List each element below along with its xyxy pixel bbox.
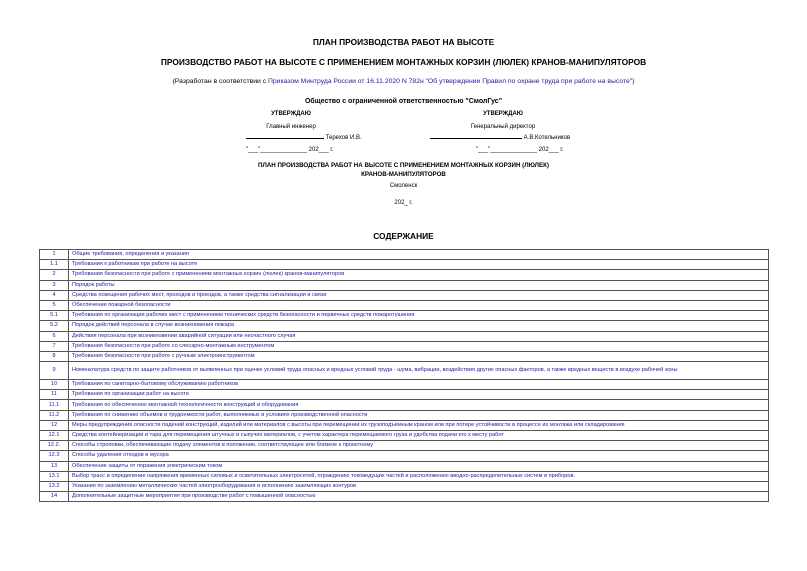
- toc-number: 12.1: [40, 431, 69, 441]
- toc-link[interactable]: Требования по санитарно-бытовому обслуживанию работников: [69, 380, 769, 390]
- basis-suffix: ): [632, 78, 635, 85]
- toc-number: 5: [40, 300, 69, 310]
- toc-row[interactable]: [40, 461, 769, 471]
- toc-number: 1: [40, 250, 69, 260]
- toc-row[interactable]: [40, 341, 769, 351]
- document-subtitle: ПРОИЗВОДСТВО РАБОТ НА ВЫСОТЕ С ПРИМЕНЕНИЕМ МОНТАЖНЫХ КОРЗИН (ЛЮЛЕК) КРАНОВ-МАНИПУЛЯТОРОВ: [160, 57, 647, 67]
- toc-link[interactable]: Обеспечение пожарной безопасности: [69, 300, 769, 310]
- toc-number: 5.2: [40, 321, 69, 331]
- toc-link[interactable]: Требования безопасности при работе с применением монтажных корзин (люлек) кранов-манипуляторов: [69, 270, 769, 280]
- toc-link[interactable]: Общие требования, определения и указания: [69, 250, 769, 260]
- toc-number: 3: [40, 280, 69, 290]
- toc-number: 14: [40, 492, 69, 502]
- toc-number: 12: [40, 420, 69, 430]
- toc-link[interactable]: Требования безопасности при работе со слесарно-монтажным инструментом: [69, 341, 769, 351]
- approval-right-role: Генеральный директор: [470, 124, 536, 130]
- plan-title-line-1: ПЛАН ПРОИЗВОДСТВА РАБОТ НА ВЫСОТЕ С ПРИМЕНЕНИЕМ МОНТАЖНЫХ КОРЗИН (ЛЮЛЕК): [258, 162, 549, 169]
- toc-link[interactable]: Средства освещения рабочих мест, проходов и проездов, а также средства сигнализации и связи: [69, 290, 769, 300]
- toc-row[interactable]: [40, 451, 769, 461]
- toc-link[interactable]: Выбор трасс и определение напряжения временных силовых и осветительных электросетей, ограждению токоведущих частей и расположению вводно-распределительных систем и приборов.: [69, 471, 769, 481]
- toc-link[interactable]: Номенклатура средств по защите работников от выявленных при оценке условий труда опасных и вредных условий труда - шума, вибрации, воздействия других опасных факторов, а также вредных веществ в воздухе рабочей зоны: [69, 362, 769, 380]
- toc-row[interactable]: [40, 471, 769, 481]
- toc-row[interactable]: [40, 311, 769, 321]
- toc-row[interactable]: [40, 290, 769, 300]
- toc-row[interactable]: [40, 300, 769, 310]
- toc-link[interactable]: Требования безопасности при работе с ручным электроинструментом: [69, 351, 769, 361]
- toc-link[interactable]: Средства контейнеризации и тара для перемещения штучных и сыпучих материалов, с учетом характера перемещаемого груза и удобства подачи его к месту работ: [69, 431, 769, 441]
- toc-number: 12.3: [40, 451, 69, 461]
- toc-row[interactable]: [40, 321, 769, 331]
- toc-row[interactable]: [40, 390, 769, 400]
- approval-left-date: "___"______________ 202___ г.: [246, 147, 334, 153]
- toc-row[interactable]: [40, 250, 769, 260]
- toc-link[interactable]: Требования к работникам при работе на высоте: [69, 260, 769, 270]
- toc-row[interactable]: [40, 481, 769, 491]
- organization-name: Общество с ограниченной ответственностью "СмолГус": [304, 98, 503, 105]
- toc-link[interactable]: Обеспечение защиты от поражения электрическим током: [69, 461, 769, 471]
- toc-link[interactable]: Требования по снижению объемов и трудоемкости работ, выполняемых в условиях производственной опасности: [69, 410, 769, 420]
- toc-number: 13.1: [40, 471, 69, 481]
- toc-number: 10: [40, 380, 69, 390]
- toc-number: 1.1: [40, 260, 69, 270]
- toc-link[interactable]: Порядок действий персонала в случае возникновения пожара: [69, 321, 769, 331]
- approval-right-name: А.В.Котельников: [523, 135, 571, 141]
- document-title: ПЛАН ПРОИЗВОДСТВА РАБОТ НА ВЫСОТЕ: [312, 37, 495, 47]
- toc-row[interactable]: [40, 280, 769, 290]
- basis-line: [0, 78, 807, 85]
- toc-link[interactable]: Способы строповки, обеспечивающие подачу элементов в положение, соответствующее или близкое к проектному: [69, 441, 769, 451]
- approval-left-heading: УТВЕРЖДАЮ: [271, 111, 311, 117]
- toc-row[interactable]: [40, 351, 769, 361]
- plan-title-line-2: КРАНОВ-МАНИПУЛЯТОРОВ: [361, 171, 446, 178]
- toc-number: 5.1: [40, 311, 69, 321]
- toc-number: 13: [40, 461, 69, 471]
- basis-link[interactable]: Приказом Минтруда России от 16.11.2020 N 782н "Об утверждении Правил по охране труда при работе на высоте": [268, 78, 633, 85]
- toc-link[interactable]: Действия персонала при возникновении аварийной ситуации или несчастного случая: [69, 331, 769, 341]
- toc-link[interactable]: Требования по обеспечению монтажной технологичности конструкций и оборудования: [69, 400, 769, 410]
- toc-number: 2: [40, 270, 69, 280]
- toc-row[interactable]: [40, 260, 769, 270]
- approval-left-name: Терехов И.В.: [325, 135, 362, 141]
- toc-link[interactable]: Требования по организации рабочих мест с применением технических средств безопасности и первичных средств пожаротушения: [69, 311, 769, 321]
- toc-link[interactable]: Меры предупреждения опасности падений конструкций, изделий или материалов с высоты при перемещении их грузоподъёмным краном или при потере устойчивости в процессе их монтажа или складирования: [69, 420, 769, 430]
- toc-title: СОДЕРЖАНИЕ: [373, 231, 434, 241]
- toc-link[interactable]: Способы удаления отходов и мусора: [69, 451, 769, 461]
- toc-row[interactable]: [40, 380, 769, 390]
- toc-link[interactable]: Дополнительные защитные мероприятия при производстве работ с повышенной опасностью: [69, 492, 769, 502]
- toc-number: 11.1: [40, 400, 69, 410]
- approval-right-date: "___"______________ 202___ г.: [476, 147, 564, 153]
- toc-number: 6: [40, 331, 69, 341]
- approval-right-heading: УТВЕРЖДАЮ: [483, 111, 523, 117]
- approval-left-role: Главный инженер: [266, 124, 316, 130]
- toc-link[interactable]: Указания по заземлению металлических частей электрооборудования и исполнению заземляющих контуров: [69, 481, 769, 491]
- toc-row[interactable]: [40, 410, 769, 420]
- toc-link[interactable]: Порядок работы: [69, 280, 769, 290]
- toc-row[interactable]: [40, 400, 769, 410]
- toc-row[interactable]: [40, 362, 769, 380]
- toc-row[interactable]: [40, 431, 769, 441]
- toc-link[interactable]: Требования по организации работ на высоте: [69, 390, 769, 400]
- approval-right-name-line: [418, 135, 588, 141]
- year: 202_ г.: [394, 200, 413, 206]
- toc-number: 13.2: [40, 481, 69, 491]
- city: Смоленск: [389, 183, 418, 189]
- approval-left-name-line: [206, 135, 376, 141]
- toc-number: 8: [40, 351, 69, 361]
- toc-row[interactable]: [40, 331, 769, 341]
- toc-row[interactable]: [40, 441, 769, 451]
- toc-number: 11.2: [40, 410, 69, 420]
- toc-number: 7: [40, 341, 69, 351]
- toc-row[interactable]: [40, 492, 769, 502]
- toc-number: 12.2.: [40, 441, 69, 451]
- toc-number: 11: [40, 390, 69, 400]
- toc-number: 9: [40, 362, 69, 380]
- basis-prefix: (Разработан в соответствии с: [172, 78, 268, 85]
- toc-number: 4: [40, 290, 69, 300]
- toc-table: [39, 249, 769, 502]
- toc-row[interactable]: [40, 270, 769, 280]
- toc-row[interactable]: [40, 420, 769, 430]
